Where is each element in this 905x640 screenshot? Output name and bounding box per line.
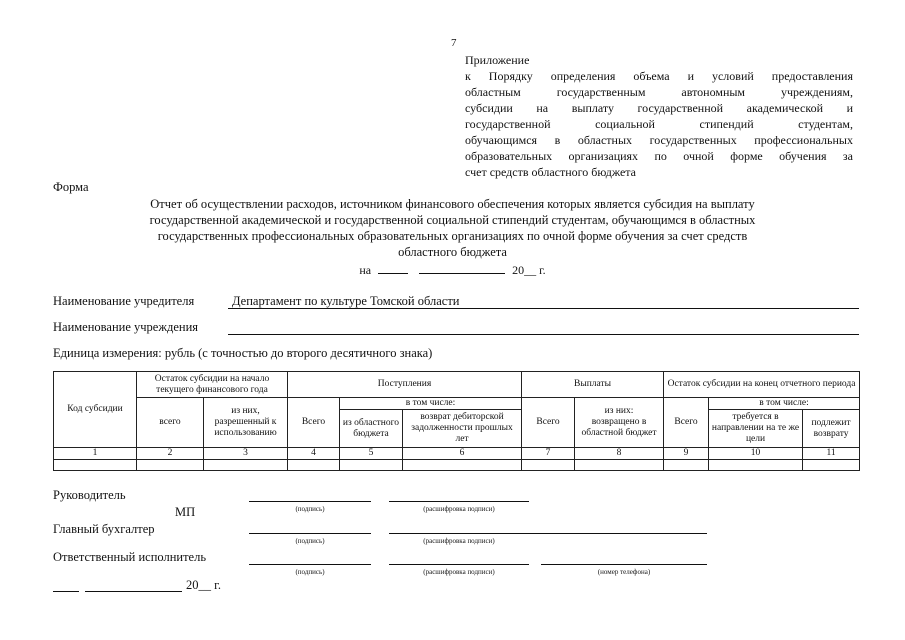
appendix-line: государственной социальной стипендий студентам, (465, 117, 853, 131)
report-title (120, 196, 785, 260)
start-allowed-header (204, 398, 288, 448)
data-cell[interactable] (803, 460, 860, 471)
executor-label: Ответственный исполнитель (53, 550, 207, 564)
payments-returned-header (575, 398, 664, 448)
column-number: 7 (522, 448, 575, 460)
institution-line[interactable] (228, 334, 859, 335)
group-receipts: Поступления (288, 372, 522, 398)
unit-label: Единица измерения: рубль (с точностью до второго десятичного знака) (53, 346, 433, 360)
start-allowed: разрешенный к использованию (214, 417, 277, 438)
column-number: 5 (340, 448, 403, 460)
start-total: всего (137, 398, 204, 448)
data-cell[interactable] (403, 460, 522, 471)
data-cell[interactable] (137, 460, 204, 471)
end-including: в том числе: (709, 398, 860, 410)
column-number: 2 (137, 448, 204, 460)
col-subsidy-code: Код субсидии (54, 372, 137, 448)
group-end-balance: Остаток субсидии на конец отчетного периода (664, 372, 860, 398)
report-title-line: Отчет об осуществлении расходов, источником финансового обеспечения которых является субсидия на выплату (150, 197, 755, 211)
accountant-signature-line[interactable] (249, 533, 371, 534)
date-day-blank[interactable] (378, 262, 408, 274)
executor-decoding-caption: (расшифровка подписи) (423, 568, 495, 576)
accountant-decoding-line[interactable] (389, 533, 707, 534)
report-title-line: государственной академической и государственной социальной стипендий студентам, обучающимся в областных (149, 213, 756, 227)
executor-phone-caption: (номер телефона) (597, 568, 651, 576)
column-number: 10 (709, 448, 803, 460)
accountant-label: Главный бухгалтер (53, 522, 155, 536)
appendix-line: к Порядку определения объема и условий предоставления (465, 69, 853, 83)
data-cell[interactable] (522, 460, 575, 471)
payments-returned: возвращено в областной бюджет (581, 417, 657, 438)
head-signature-caption: (подпись) (295, 505, 325, 513)
appendix-line: счет средств областного бюджета (465, 165, 637, 179)
end-total: Всего (664, 398, 709, 448)
group-payments: Выплаты (522, 372, 664, 398)
executor-decoding-line[interactable] (389, 564, 529, 565)
column-number: 1 (54, 448, 137, 460)
column-number: 6 (403, 448, 522, 460)
founder-value: Департамент по культуре Томской области (232, 294, 460, 308)
group-start-balance: Остаток субсидии на начало текущего финансового года (137, 372, 288, 398)
accountant-signature-caption: (подпись) (295, 537, 325, 545)
data-cell[interactable] (54, 460, 137, 471)
report-date-line (0, 262, 905, 278)
report-table (53, 371, 860, 471)
institution-label: Наименование учреждения (53, 320, 199, 334)
appendix-line: субсидии на выплату государственной академической и (465, 101, 853, 115)
bottom-date-day-line[interactable] (53, 591, 79, 592)
date-prefix: на (359, 263, 372, 277)
end-to-return: подлежит возврату (803, 410, 860, 448)
bottom-date-month-line[interactable] (85, 591, 182, 592)
stamp-label: МП (175, 505, 196, 519)
bottom-date-year: 20__ г. (186, 578, 221, 592)
report-title-line: областного бюджета (398, 245, 507, 259)
data-cell[interactable] (204, 460, 288, 471)
head-decoding-line[interactable] (389, 501, 529, 502)
executor-signature-caption: (подпись) (295, 568, 325, 576)
data-cell[interactable] (340, 460, 403, 471)
appendix-block (465, 52, 853, 180)
appendix-line: областным государственным автономным учреждениям, (465, 85, 853, 99)
start-subheader: из них, (231, 406, 260, 416)
date-month-blank[interactable] (419, 262, 505, 274)
executor-phone-line[interactable] (541, 564, 707, 565)
executor-signature-line[interactable] (249, 564, 371, 565)
end-required: требуется в направлении на те же цели (709, 410, 803, 448)
head-decoding-caption: (расшифровка подписи) (423, 505, 495, 513)
payments-total: Всего (522, 398, 575, 448)
appendix-heading: Приложение (465, 53, 530, 67)
data-cell[interactable] (575, 460, 664, 471)
data-cell[interactable] (288, 460, 340, 471)
head-signature-line[interactable] (249, 501, 371, 502)
report-title-line: государственных профессиональных образовательных организациях по очной форме обучения за счет средств (157, 229, 748, 243)
founder-label: Наименование учредителя (53, 294, 195, 308)
receipts-from-budget: из областного бюджета (340, 410, 403, 448)
appendix-line: образовательных организациях по очной форме обучения за (465, 149, 853, 163)
column-number: 8 (575, 448, 664, 460)
receipts-including: в том числе: (340, 398, 522, 410)
column-number: 4 (288, 448, 340, 460)
column-number: 11 (803, 448, 860, 460)
date-year: 20__ г. (512, 263, 546, 277)
column-number: 3 (204, 448, 288, 460)
accountant-decoding-caption: (расшифровка подписи) (423, 537, 495, 545)
page-number: 7 (451, 37, 457, 49)
head-label: Руководитель (53, 488, 126, 502)
data-cell[interactable] (709, 460, 803, 471)
receipts-total: Всего (288, 398, 340, 448)
data-cell[interactable] (664, 460, 709, 471)
founder-line[interactable] (228, 308, 859, 309)
column-number: 9 (664, 448, 709, 460)
appendix-line: обучающимся в областных государственных профессиональных (465, 133, 853, 147)
receipts-refund: возврат дебиторской задолженности прошлых лет (403, 410, 522, 448)
payments-subheader: из них: (604, 406, 634, 416)
form-label: Форма (53, 180, 89, 194)
